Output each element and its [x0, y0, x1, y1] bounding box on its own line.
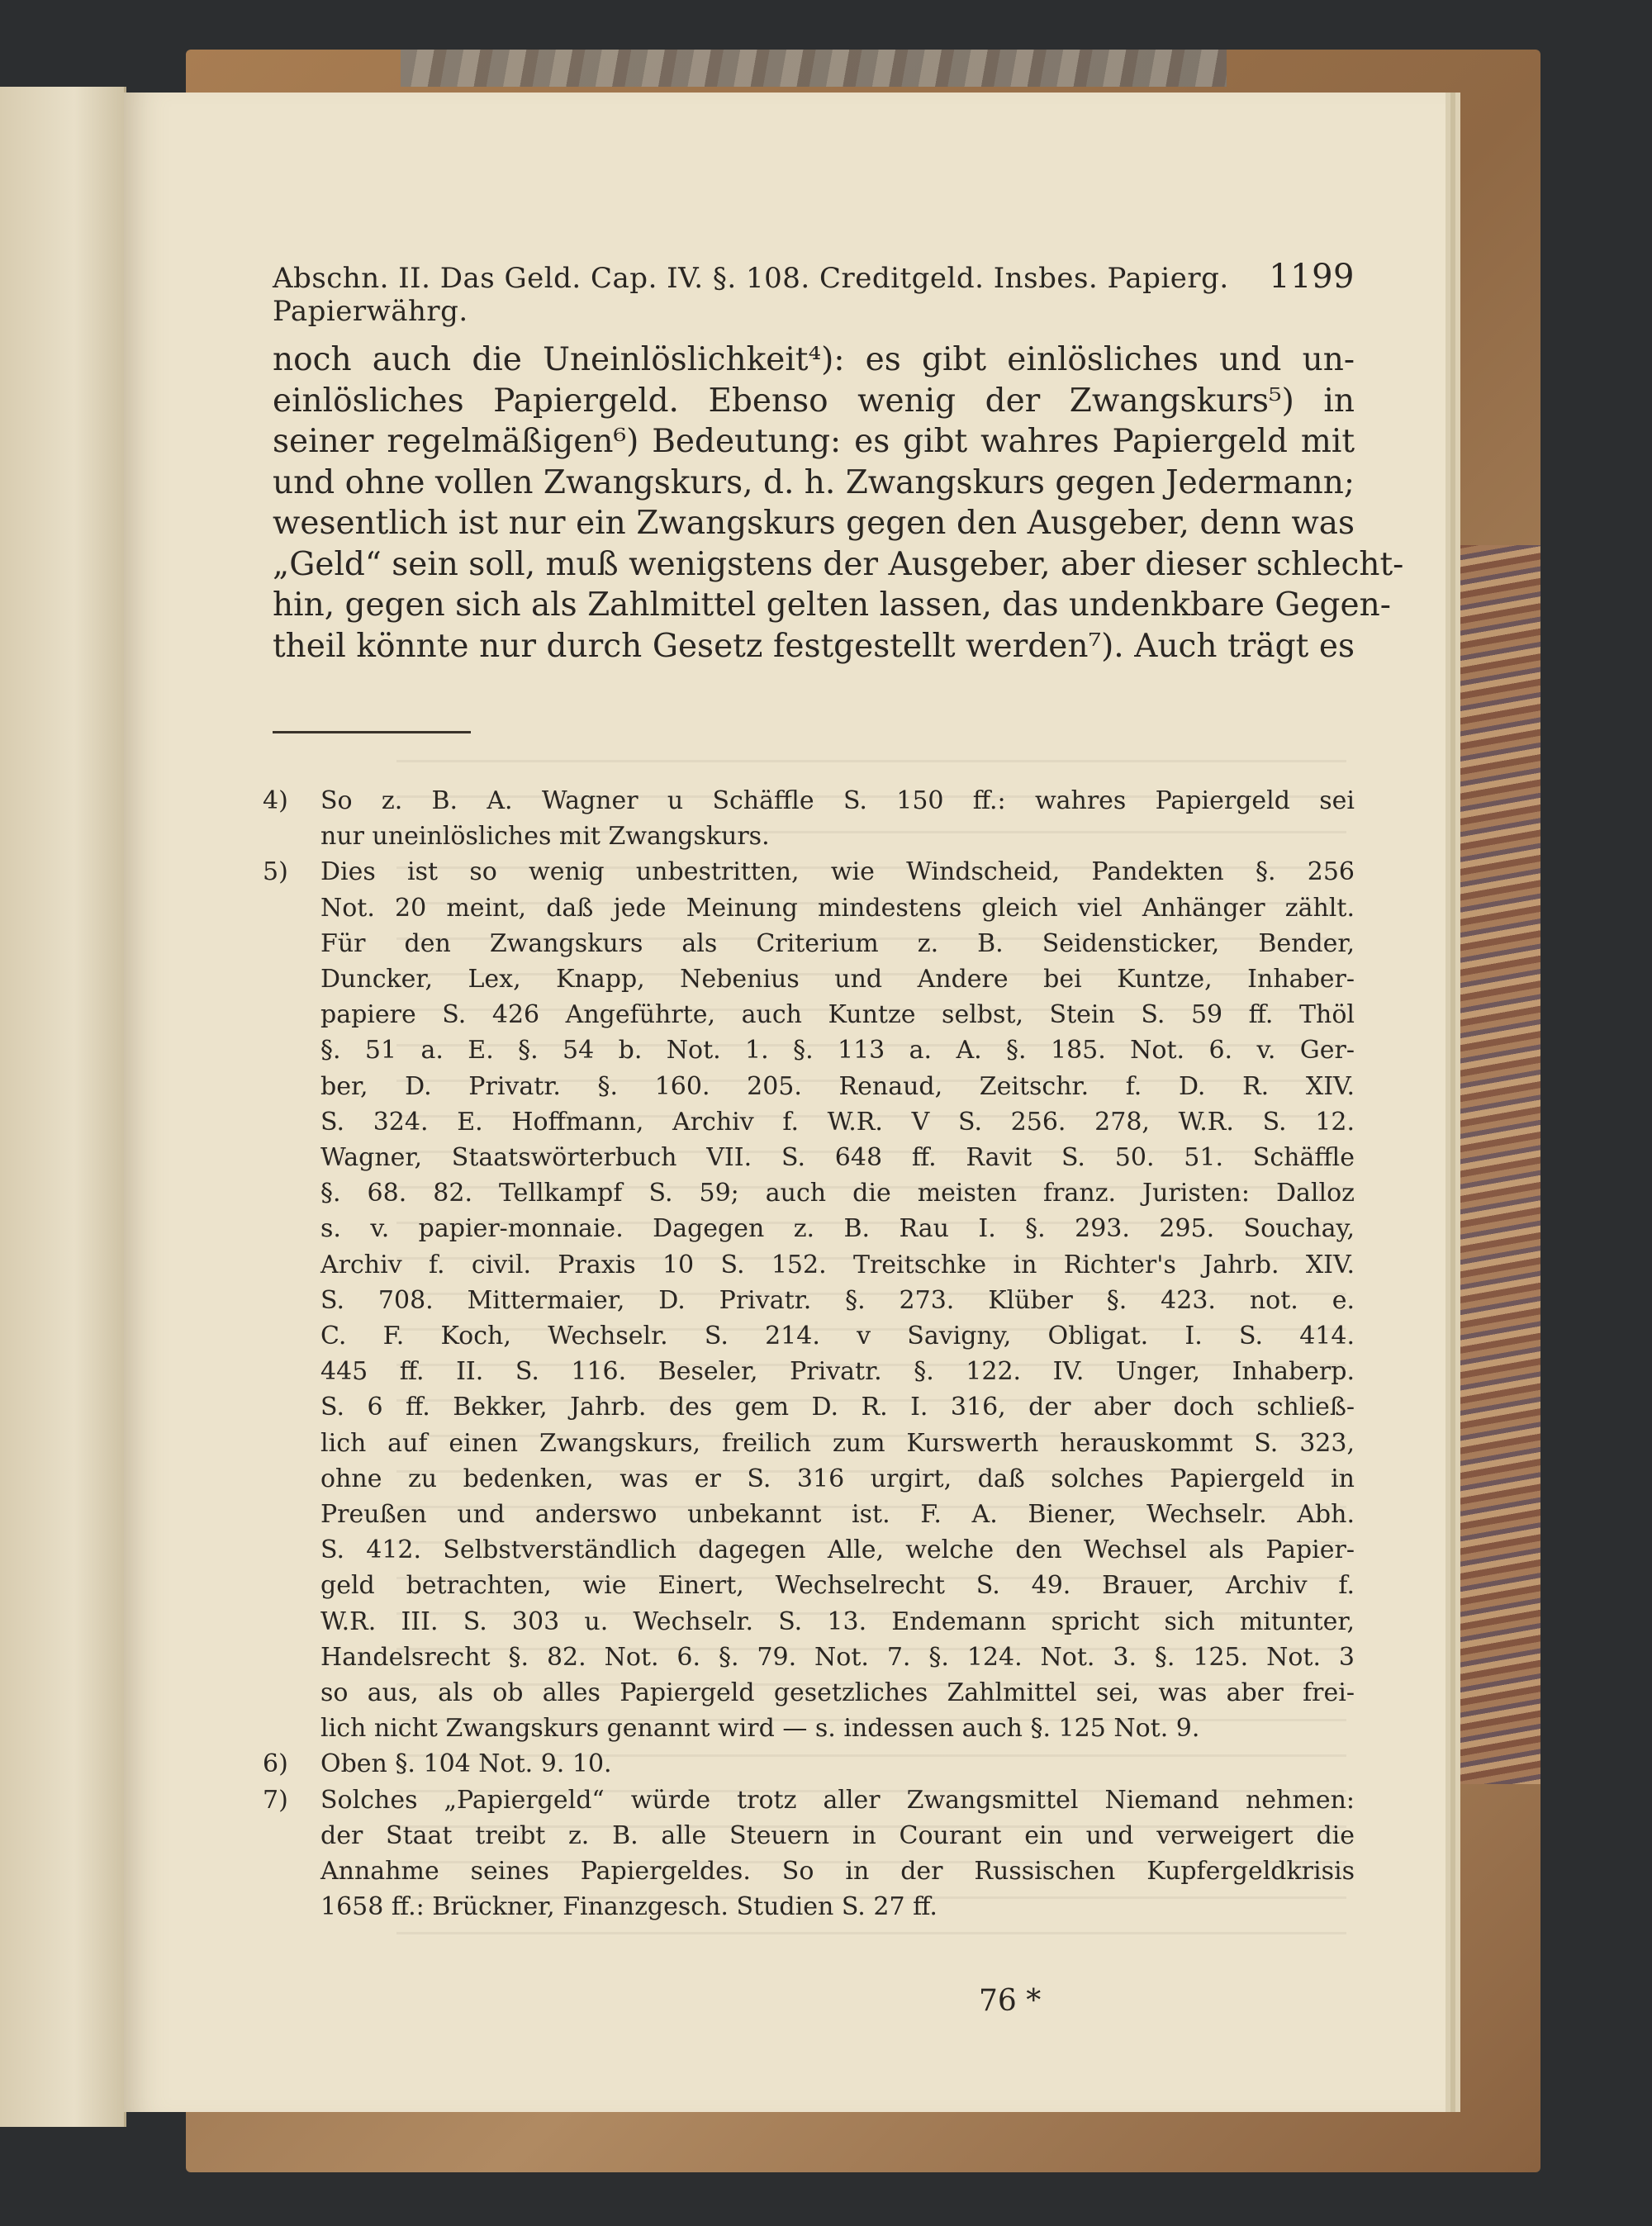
- footnote-line: Archiv f. civil. Praxis 10 S. 152. Treitschke in Richter's Jahrb. XIV.: [320, 1250, 1355, 1279]
- footnote-line: Dies ist so wenig unbestritten, wie Windscheid, Pandekten §. 256: [320, 857, 1355, 887]
- footnote-line: C. F. Koch, Wechselr. S. 214. v Savigny, Obligat. I. S. 414.: [320, 1322, 1355, 1351]
- footnote-number: 6): [263, 1749, 288, 1779]
- footnote-line: Wagner, Staatswörterbuch VII. S. 648 ff. Ravit S. 50. 51. Schäffle: [320, 1143, 1355, 1173]
- footnote-line: S. 6 ff. Bekker, Jahrb. des gem D. R. I. 316, der aber doch schließ-: [320, 1393, 1355, 1422]
- footnote: [263, 783, 1355, 854]
- text-line: wesentlich ist nur ein Zwangskurs gegen den Ausgeber, denn was: [273, 505, 1355, 542]
- footnote-line: lich nicht Zwangskurs genannt wird — s. indessen auch §. 125 Not. 9.: [320, 1714, 1200, 1744]
- footnote-number: 7): [263, 1785, 288, 1815]
- text-line: „Geld“ sein soll, muß wenigstens der Ausgeber, aber dieser schlecht-: [273, 545, 1404, 583]
- footnote-line: ohne zu bedenken, was er S. 316 urgirt, daß solches Papiergeld in: [320, 1464, 1355, 1493]
- text-line: theil könnte nur durch Gesetz festgestellt werden⁷). Auch trägt es: [273, 627, 1355, 665]
- marbled-edge-top: [401, 50, 1227, 87]
- footnote-line: ber, D. Privatr. §. 160. 205. Renaud, Zeitschr. f. D. R. XIV.: [320, 1071, 1355, 1101]
- footnote-line: S. 708. Mittermaier, D. Privatr. §. 273. Klüber §. 423. not. e.: [320, 1285, 1355, 1315]
- footnote-line: Handelsrecht §. 82. Not. 6. §. 79. Not. 7. §. 124. Not. 3. §. 125. Not. 3: [320, 1642, 1355, 1672]
- text-line: seiner regelmäßigen⁶) Bedeutung: es gibt wahres Papiergeld mit: [273, 423, 1355, 460]
- footnote-line: nur uneinlösliches mit Zwangskurs.: [320, 822, 770, 852]
- footnote-line: W.R. III. S. 303 u. Wechselr. S. 13. Endemann spricht sich mitunter,: [320, 1607, 1355, 1636]
- footnote-line: §. 51 a. E. §. 54 b. Not. 1. §. 113 a. A. §. 185. Not. 6. v. Ger-: [320, 1036, 1355, 1066]
- footnote: [263, 1746, 1355, 1782]
- footnote-line: Für den Zwangskurs als Criterium z. B. Seidensticker, Bender,: [320, 928, 1355, 958]
- footnote-line: S. 412. Selbstverständlich dagegen Alle, welche den Wechsel als Papier-: [320, 1535, 1355, 1565]
- footnote: [263, 1782, 1355, 1925]
- text-line: einlösliches Papiergeld. Ebenso wenig der Zwangskurs⁵) in: [273, 382, 1355, 420]
- footnote-line: so aus, als ob alles Papiergeld gesetzliches Zahlmittel sei, was aber frei-: [320, 1678, 1355, 1708]
- text-line: und ohne vollen Zwangskurs, d. h. Zwangskurs gegen Jedermann;: [273, 463, 1355, 501]
- footnote: [263, 854, 1355, 1746]
- footnote-line: lich auf einen Zwangskurs, freilich zum Kurswerth herauskommt S. 323,: [320, 1428, 1355, 1458]
- footnote-line: So z. B. A. Wagner u Schäffle S. 150 ff.: wahres Papiergeld sei: [320, 786, 1355, 815]
- book-page: [124, 93, 1446, 2112]
- footnote-number: 4): [263, 786, 288, 815]
- footnotes: [263, 783, 1355, 1925]
- running-head: [273, 258, 1355, 328]
- footnote-line: 1658 ff.: Brückner, Finanzgesch. Studien S. 27 ff.: [320, 1892, 938, 1922]
- text-block: [263, 258, 1404, 1925]
- footnote-line: §. 68. 82. Tellkampf S. 59; auch die meisten franz. Juristen: Dalloz: [320, 1179, 1355, 1208]
- footnote-line: Oben §. 104 Not. 9. 10.: [320, 1749, 612, 1779]
- footnote-line: Duncker, Lex, Knapp, Nebenius und Andere bei Kuntze, Inhaber-: [320, 965, 1355, 994]
- footnote-rule: [273, 731, 471, 733]
- text-line: hin, gegen sich als Zahlmittel gelten lassen, das undenkbare Gegen-: [273, 586, 1391, 624]
- footnote-line: Preußen und anderswo unbekannt ist. F. A. Biener, Wechselr. Abh.: [320, 1500, 1355, 1530]
- footnote-line: s. v. papier-monnaie. Dagegen z. B. Rau I. §. 293. 295. Souchay,: [320, 1214, 1355, 1244]
- signature-mark: 76 *: [979, 1984, 1042, 2018]
- main-text: [273, 339, 1404, 667]
- footnote-number: 5): [263, 857, 288, 887]
- footnote-line: 445 ff. II. S. 116. Beseler, Privatr. §. 122. IV. Unger, Inhaberp.: [320, 1357, 1355, 1387]
- footnote-line: Not. 20 meint, daß jede Meinung mindestens gleich viel Anhänger zählt.: [320, 893, 1355, 923]
- marbled-edge-right: [1441, 545, 1540, 1784]
- footnote-line: Annahme seines Papiergeldes. So in der Russischen Kupfergeldkrisis: [320, 1857, 1355, 1887]
- text-line: noch auch die Uneinlöslichkeit⁴): es gibt einlösliches und un-: [273, 341, 1355, 378]
- footnote-line: geld betrachten, wie Einert, Wechselrecht S. 49. Brauer, Archiv f.: [320, 1571, 1355, 1601]
- footnote-line: der Staat treibt z. B. alle Steuern in Courant ein und verweigert die: [320, 1820, 1355, 1850]
- footnote-line: S. 324. E. Hoffmann, Archiv f. W.R. V S. 256. 278, W.R. S. 12.: [320, 1107, 1355, 1137]
- footnote-line: Solches „Papiergeld“ würde trotz aller Zwangsmittel Niemand nehmen:: [320, 1785, 1355, 1815]
- running-head-title: Abschn. II. Das Geld. Cap. IV. §. 108. Creditgeld. Insbes. Papierg. Papierwährg.: [273, 262, 1229, 328]
- facing-page: [0, 87, 126, 2127]
- page-number: 1199: [1269, 258, 1355, 296]
- footnote-line: papiere S. 426 Angeführte, auch Kuntze selbst, Stein S. 59 ff. Thöl: [320, 1000, 1355, 1030]
